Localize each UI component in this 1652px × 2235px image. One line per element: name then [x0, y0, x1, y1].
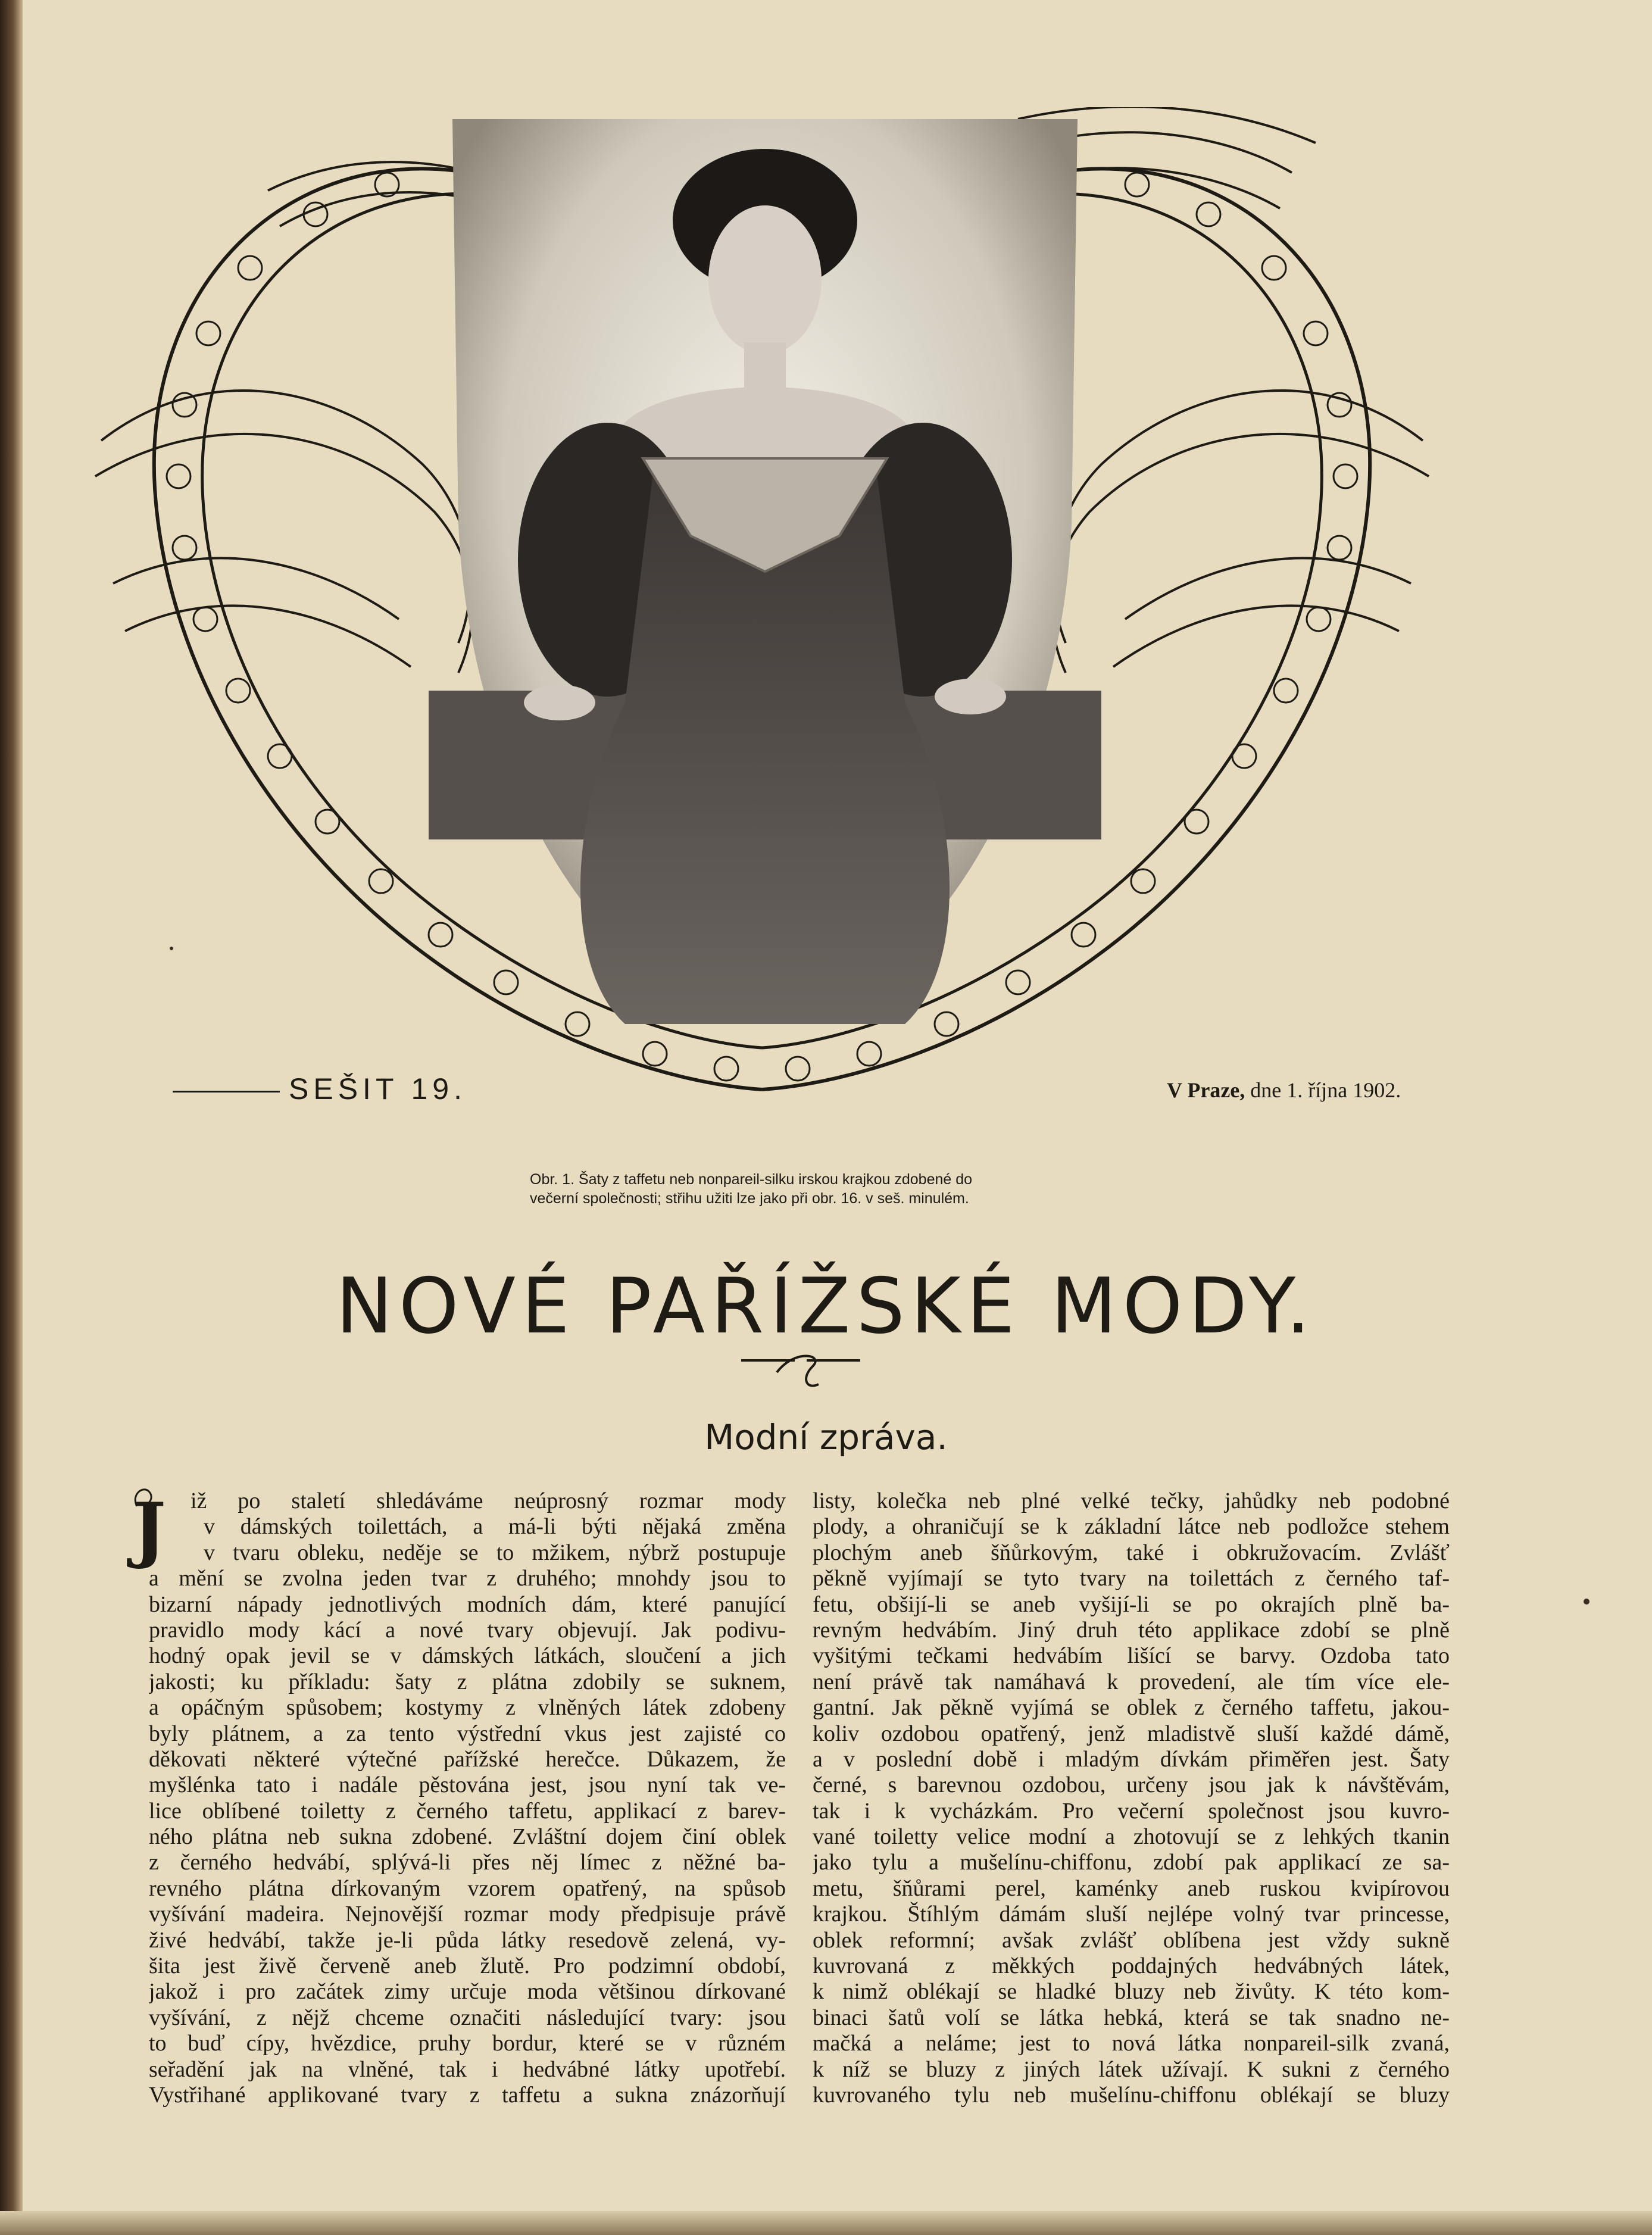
text-line: krajkou. Štíhlým dámám sluší nejlépe volný tvar princesse,	[813, 1902, 1450, 1927]
text-line: šita jest živě červeně aneb žlutě. Pro podzimní období,	[149, 1953, 786, 1979]
text-line: děkovati některé výtečné pařížské herečce. Důkazem, že	[149, 1746, 786, 1772]
text-line: tak i k vycházkám. Pro večerní společnost jsou kuvro-	[813, 1798, 1450, 1824]
text-line: plody, a ohraničují se k základní látce neb podložce stehem	[813, 1514, 1450, 1540]
text-line: jako tylu a mušelínu-chiffonu, zdobí pak applikací ze sa-	[813, 1850, 1450, 1875]
text-line: fetu, obšijí-li se aneb vyšijí-li se po okrajích plně ba-	[813, 1591, 1450, 1617]
text-line: černé, s barevnou ozdobou, určeny jsou jak k návštěvám,	[813, 1772, 1450, 1798]
text-line: v tvaru obleku, neděje se to mžikem, nýbrž postupuje	[204, 1540, 786, 1565]
text-line: a opáčným spůsobem; kostymy z vlněných látek zdobeny	[149, 1695, 786, 1721]
issue-number: SEŠIT 19.	[289, 1072, 467, 1106]
text-line: byly plátnem, a za tento výstřední vkus jest zajisté co	[149, 1721, 786, 1746]
text-line: hodný opak jevil se v dámských látkách, sloučení a jich	[149, 1643, 786, 1669]
ink-spot	[1584, 1599, 1589, 1605]
caption-line: večerní společnosti; střihu užiti lze jako při obr. 16. v seš. minulém.	[530, 1190, 969, 1207]
text-line: ného plátna neb sukna zdobené. Zvláštní dojem činí oblek	[149, 1824, 786, 1850]
text-line: revného plátna dírkovaným vzorem opatřený, na spůsob	[149, 1875, 786, 1901]
article-column-left	[149, 1488, 786, 2108]
text-line: plochým aneb šňůrkovým, také i obkružovacím. Zvlášť	[813, 1540, 1450, 1565]
text-line: to buď cípy, hvězdice, pruhy bordur, které se v různém	[149, 2031, 786, 2056]
header-rule	[173, 1091, 280, 1092]
text-line: vyšívání, z nějž chceme označiti následující tvary: jsou	[149, 2005, 786, 2030]
title-flourish	[741, 1349, 860, 1390]
date: dne 1. října 1902.	[1250, 1078, 1401, 1102]
drop-cap-letter: J	[132, 1487, 166, 1571]
text-line: a mění se zvolna jeden tvar z druhého; mnohdy jsou to	[149, 1566, 786, 1591]
text-line: binaci šatů volí se látka hebká, která se tak snadno ne-	[813, 2005, 1450, 2030]
text-line: lice oblíbené toiletty z černého taffetu, applikací z barev-	[149, 1798, 786, 1824]
text-line: živé hedvábí, takže je-li půda látky resedově zelená, vy-	[149, 1927, 786, 1953]
text-line: iž po staletí shledáváme neúprosný rozmar mody	[191, 1488, 786, 1513]
text-line: pěkně vyjímají se tyto tvary na toilettách z černého taf-	[813, 1566, 1450, 1591]
text-line: k nimž oblékají se hladké bluzy neb živůty. K této kom-	[813, 1979, 1450, 2005]
place-date	[1167, 1078, 1401, 1103]
text-line: jakosti; ku příkladu: šaty z plátna zdobily se suknem,	[149, 1669, 786, 1694]
text-line: revným hedvábím. Jiný druh této applikace zdobí se plně	[813, 1617, 1450, 1643]
text-line: a v poslední době i mladým dívkám přiměřen jest. Šaty	[813, 1746, 1450, 1772]
text-line: v dámských toilettách, a má-li býti nějaká změna	[204, 1514, 786, 1540]
text-line: gantní. Jak pěkně vyjímá se oblek z černého taffetu, jakou-	[813, 1695, 1450, 1721]
text-line: kuvrovaného tylu neb mušelínu-chiffonu oblékají se bluzy	[813, 2082, 1450, 2108]
caption-line: Obr. 1. Šaty z taffetu neb nonpareil-silku irskou krajkou zdobené do	[530, 1171, 973, 1188]
article-subtitle: Modní zpráva.	[704, 1417, 948, 1457]
text-line: není právě tak namáhavá k provedení, ale tím více ele-	[813, 1669, 1450, 1694]
portrait-photo	[429, 107, 1101, 1042]
text-line: mačká a neláme; jest to nová látka nonpareil-silk zvaná,	[813, 2031, 1450, 2056]
book-spine	[0, 0, 23, 2235]
text-line: myšlénka tato i nadále pěstována jest, jsou nyní tak ve-	[149, 1772, 786, 1798]
text-line: seřadění jak na vlněné, tak i hedvábné látky upotřebí.	[149, 2056, 786, 2082]
place: V Praze,	[1167, 1078, 1245, 1102]
text-line: vyšitými tečkami hedvábím lišící se barvy. Ozdoba tato	[813, 1643, 1450, 1669]
text-line: vané toiletty velice modní a zhotovují se z lehkých tkanin	[813, 1824, 1450, 1850]
article-title: NOVÉ PAŘÍŽSKÉ MODY.	[336, 1262, 1316, 1351]
text-line: Vystřihané applikované tvary z taffetu a sukna znázorňují	[149, 2082, 786, 2108]
text-line: z černého hedvábí, splývá-li přes něj límec z něžné ba-	[149, 1850, 786, 1875]
page-edge	[0, 2211, 1652, 2235]
text-line: vyšívání madeira. Nejnovější rozmar mody předpisuje právě	[149, 1902, 786, 1927]
article-column-right	[813, 1488, 1450, 2108]
text-line: k níž se bluzy z jiných látek užívají. K sukni z černého	[813, 2056, 1450, 2082]
text-line: pravidlo mody kácí a nové tvary objevují. Jak podivu-	[149, 1617, 786, 1643]
text-line: kuvrovaná z měkkých poddajných hedvábných látek,	[813, 1953, 1450, 1979]
text-line: bizarní nápady jednotlivých modních dám, které panující	[149, 1591, 786, 1617]
text-line: koliv ozdobou opatřený, jenž mladistvě sluší každé dámě,	[813, 1721, 1450, 1746]
text-line: listy, kolečka neb plné velké tečky, jahůdky neb podobné	[813, 1488, 1450, 1513]
text-line: metu, šňůrami perel, kaménky aneb ruskou kvipírovou	[813, 1875, 1450, 1901]
text-line: jakož i pro začátek zimy určuje moda většinou dírkované	[149, 1979, 786, 2005]
figure-caption	[530, 1170, 1137, 1208]
text-line: oblek reformní; avšak zvlášť oblíbena jest vždy sukně	[813, 1927, 1450, 1953]
